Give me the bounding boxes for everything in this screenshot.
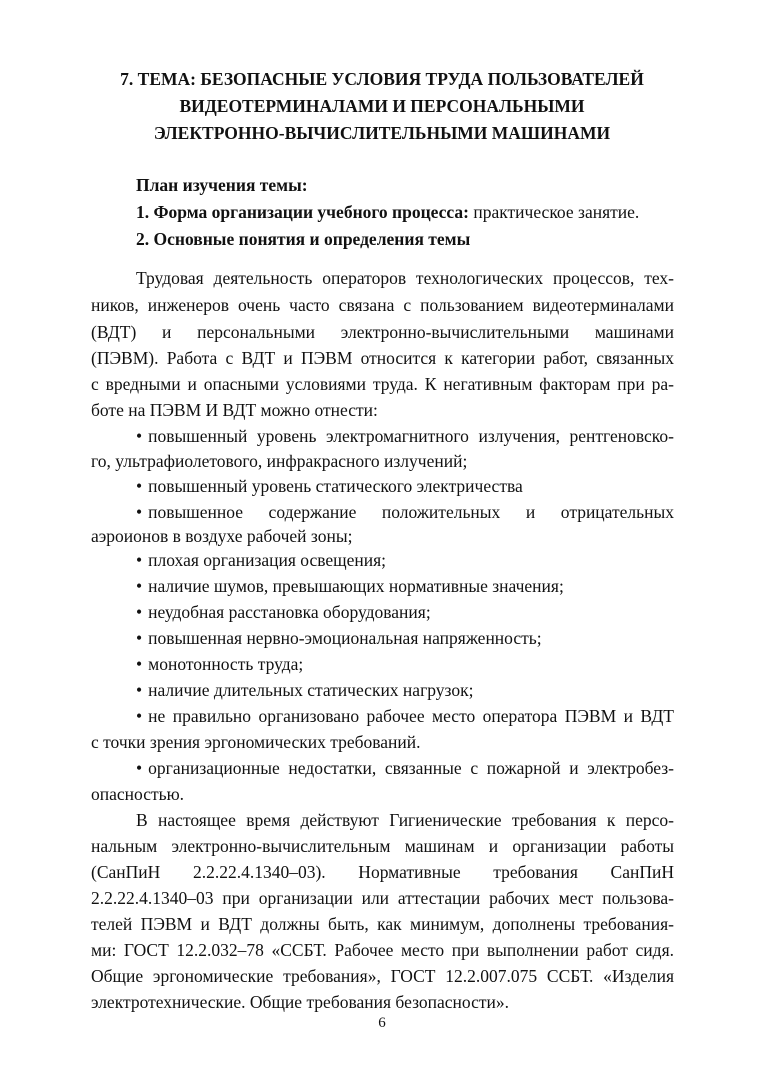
bullet-icon: • <box>136 576 143 596</box>
list-item: • организационные недостатки, связанные с пожарной и электробез- <box>136 758 674 778</box>
paragraph-line: электротехнические. Общие требования безопасности». <box>91 992 510 1012</box>
paragraph-line: Трудовая деятельность операторов технологических процессов, тех- <box>136 268 674 288</box>
paragraph-line: нальным электронно-вычислительным машинам и организации работы <box>91 836 674 856</box>
list-item: • монотонность труда; <box>136 654 304 674</box>
plan-item-1-label: 1. Форма организации учебного процесса: <box>136 202 469 222</box>
plan-item-1-value: практическое занятие. <box>469 202 640 222</box>
bullet-icon: • <box>136 426 143 446</box>
title-line: ВИДЕОТЕРМИНАЛАМИ И ПЕРСОНАЛЬНЫМИ <box>179 96 585 116</box>
list-item-continuation: с точки зрения эргономических требований. <box>91 732 421 752</box>
bullet-icon: • <box>136 602 143 622</box>
list-item: • наличие шумов, превышающих нормативные значения; <box>136 576 564 596</box>
plan-item-2: 2. Основные понятия и определения темы <box>136 229 471 249</box>
bullet-icon: • <box>136 706 143 726</box>
list-item: • наличие длительных статических нагрузок; <box>136 680 474 700</box>
list-item: • повышенный уровень электромагнитного излучения, рентгеновско- <box>136 426 674 446</box>
bullet-icon: • <box>136 628 143 648</box>
paragraph-line: (ПЭВМ). Работа с ВДТ и ПЭВМ относится к категории работ, связанных <box>91 348 674 368</box>
paragraph-line: (СанПиН 2.2.22.4.1340–03). Нормативные требования СанПиН <box>91 862 674 882</box>
plan-item-1 <box>136 199 639 226</box>
paragraph-line: телей ПЭВМ и ВДТ должны быть, как минимум, дополнены требования- <box>91 914 674 934</box>
plan-heading: План изучения темы: <box>136 175 308 195</box>
page-number: 6 <box>378 1015 386 1031</box>
bullet-icon: • <box>136 680 143 700</box>
paragraph-line: Общие эргономические требования», ГОСТ 12.2.007.075 ССБТ. «Изделия <box>91 966 674 986</box>
bullet-icon: • <box>136 476 143 496</box>
list-item: • неудобная расстановка оборудования; <box>136 602 431 622</box>
list-item: • не правильно организовано рабочее место оператора ПЭВМ и ВДТ <box>136 706 674 726</box>
list-item-continuation: го, ультрафиолетового, инфракрасного излучений; <box>91 451 468 471</box>
paragraph-line: 2.2.22.4.1340–03 при организации или аттестации рабочих мест пользова- <box>91 888 674 908</box>
title-line: ЭЛЕКТРОННО-ВЫЧИСЛИТЕЛЬНЫМИ МАШИНАМИ <box>153 123 611 143</box>
title-line: 7. ТЕМА: БЕЗОПАСНЫЕ УСЛОВИЯ ТРУДА ПОЛЬЗОВАТЕЛЕЙ <box>120 69 644 89</box>
list-item: • повышенная нервно-эмоциональная напряженность; <box>136 628 542 648</box>
paragraph-line: с вредными и опасными условиями труда. К негативным факторам при ра- <box>91 374 674 394</box>
bullet-icon: • <box>136 654 143 674</box>
list-item: • повышенное содержание положительных и отрицательных <box>136 502 674 522</box>
study-plan <box>136 172 639 253</box>
paragraph-line: (ВДТ) и персональными электронно-вычислительными машинами <box>91 322 674 342</box>
list-item: • плохая организация освещения; <box>136 550 387 570</box>
paragraph-line: ми: ГОСТ 12.2.032–78 «ССБТ. Рабочее место при выполнении работ сидя. <box>91 940 674 960</box>
paragraph-line: ников, инженеров очень часто связана с пользованием видеотерминалами <box>91 295 674 315</box>
bullet-icon: • <box>136 550 143 570</box>
paragraph-line: боте на ПЭВМ И ВДТ можно отнести: <box>91 400 378 420</box>
bullet-icon: • <box>136 758 143 778</box>
bullet-icon: • <box>136 502 143 522</box>
page-title <box>90 66 674 147</box>
list-item-continuation: аэроионов в воздухе рабочей зоны; <box>91 526 353 546</box>
list-item: • повышенный уровень статического электричества <box>136 476 523 496</box>
paragraph-line: В настоящее время действуют Гигиенические требования к персо- <box>136 810 674 830</box>
list-item-continuation: опасностью. <box>91 784 185 804</box>
